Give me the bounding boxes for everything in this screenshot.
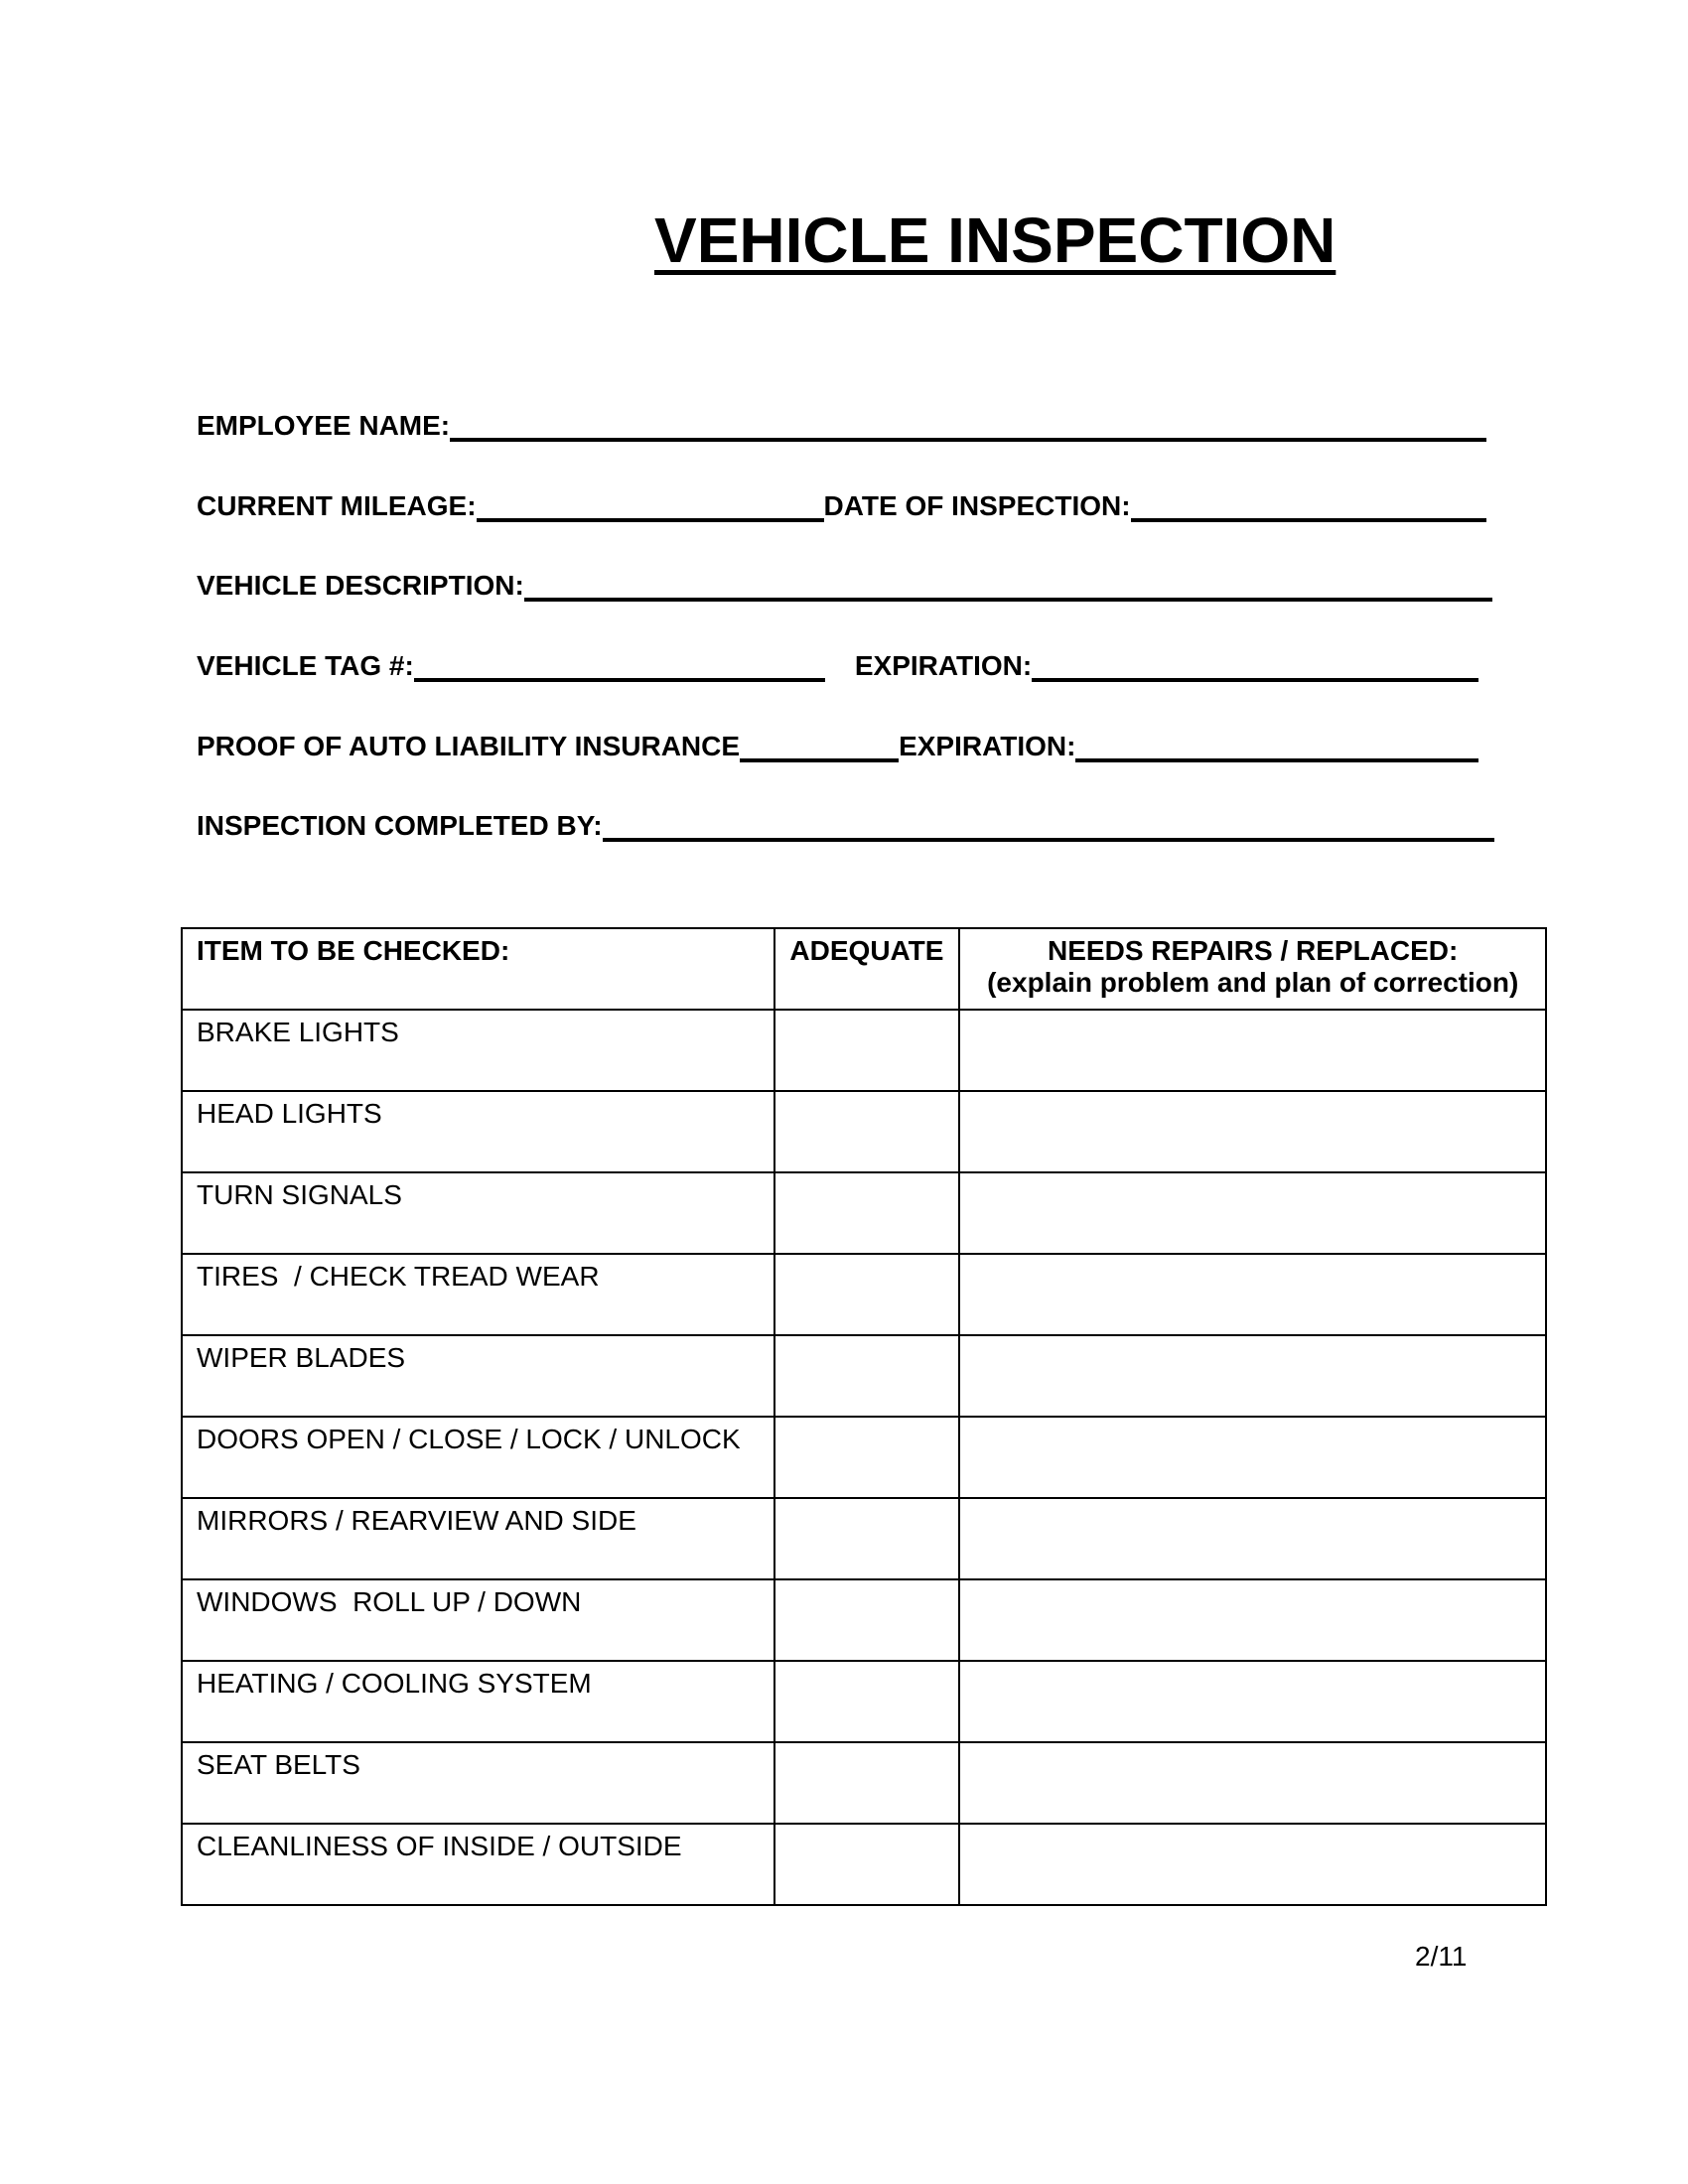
mileage-date-row [197, 482, 1486, 522]
adequate-cell[interactable] [774, 1417, 959, 1498]
tag-expiration-label: EXPIRATION: [854, 650, 1033, 681]
table-row [182, 1172, 1546, 1254]
header-needs-repairs [959, 928, 1546, 1010]
inspection-checklist-table [181, 927, 1547, 1906]
vehicle-description-label: VEHICLE DESCRIPTION: [197, 570, 524, 601]
insurance-expiration-label: EXPIRATION: [899, 731, 1076, 761]
adequate-cell[interactable] [774, 1335, 959, 1417]
item-cell: DOORS OPEN / CLOSE / LOCK / UNLOCK [182, 1417, 774, 1498]
table-row [182, 1498, 1546, 1579]
needs-repairs-cell[interactable] [959, 1091, 1546, 1172]
page-number: 2/11 [1415, 1941, 1468, 1972]
needs-repairs-cell[interactable] [959, 1172, 1546, 1254]
table-row [182, 1742, 1546, 1824]
adequate-cell[interactable] [774, 1091, 959, 1172]
vehicle-tag-label: VEHICLE TAG #: [197, 650, 414, 681]
item-cell: MIRRORS / REARVIEW AND SIDE [182, 1498, 774, 1579]
table-header-row [182, 928, 1546, 1010]
needs-repairs-cell[interactable] [959, 1335, 1546, 1417]
table-row [182, 1010, 1546, 1091]
needs-repairs-cell[interactable] [959, 1579, 1546, 1661]
table-row [182, 1091, 1546, 1172]
page-title: VEHICLE INSPECTION [654, 205, 1336, 276]
table-row [182, 1824, 1546, 1905]
adequate-cell[interactable] [774, 1254, 959, 1335]
table-row [182, 1254, 1546, 1335]
current-mileage-label: CURRENT MILEAGE: [197, 490, 477, 521]
needs-repairs-cell[interactable] [959, 1010, 1546, 1091]
item-cell: TURN SIGNALS [182, 1172, 774, 1254]
vehicle-description-row [197, 562, 1492, 602]
item-cell: HEATING / COOLING SYSTEM [182, 1661, 774, 1742]
adequate-cell[interactable] [774, 1010, 959, 1091]
completed-by-field[interactable] [603, 804, 1494, 842]
item-cell: WINDOWS ROLL UP / DOWN [182, 1579, 774, 1661]
proof-insurance-field[interactable] [740, 725, 899, 762]
insurance-expiration-field[interactable] [1075, 725, 1478, 762]
needs-repairs-cell[interactable] [959, 1498, 1546, 1579]
completed-by-label: INSPECTION COMPLETED BY: [197, 810, 603, 841]
header-needs-line2: (explain problem and plan of correction) [987, 967, 1519, 998]
employee-name-row [197, 402, 1486, 442]
table-row [182, 1417, 1546, 1498]
header-item: ITEM TO BE CHECKED: [182, 928, 774, 1010]
vehicle-description-field[interactable] [524, 564, 1492, 602]
header-needs-line1: NEEDS REPAIRS / REPLACED: [1048, 935, 1459, 966]
header-adequate: ADEQUATE [774, 928, 959, 1010]
table-row [182, 1335, 1546, 1417]
item-cell: WIPER BLADES [182, 1335, 774, 1417]
adequate-cell[interactable] [774, 1579, 959, 1661]
adequate-cell[interactable] [774, 1498, 959, 1579]
vehicle-tag-row [197, 642, 1478, 682]
table-row [182, 1579, 1546, 1661]
employee-name-label: EMPLOYEE NAME: [197, 410, 451, 441]
needs-repairs-cell[interactable] [959, 1661, 1546, 1742]
insurance-row [197, 723, 1478, 762]
vehicle-tag-field[interactable] [414, 644, 825, 682]
item-cell: TIRES / CHECK TREAD WEAR [182, 1254, 774, 1335]
table-row [182, 1661, 1546, 1742]
adequate-cell[interactable] [774, 1742, 959, 1824]
adequate-cell[interactable] [774, 1824, 959, 1905]
needs-repairs-cell[interactable] [959, 1417, 1546, 1498]
date-of-inspection-label: DATE OF INSPECTION: [823, 490, 1131, 521]
adequate-cell[interactable] [774, 1172, 959, 1254]
item-cell: HEAD LIGHTS [182, 1091, 774, 1172]
date-of-inspection-field[interactable] [1131, 484, 1486, 522]
needs-repairs-cell[interactable] [959, 1824, 1546, 1905]
needs-repairs-cell[interactable] [959, 1742, 1546, 1824]
completed-by-row [197, 802, 1494, 842]
employee-name-field[interactable] [450, 404, 1486, 442]
item-cell: CLEANLINESS OF INSIDE / OUTSIDE [182, 1824, 774, 1905]
adequate-cell[interactable] [774, 1661, 959, 1742]
item-cell: BRAKE LIGHTS [182, 1010, 774, 1091]
item-cell: SEAT BELTS [182, 1742, 774, 1824]
tag-expiration-field[interactable] [1032, 644, 1478, 682]
current-mileage-field[interactable] [477, 484, 824, 522]
proof-insurance-label: PROOF OF AUTO LIABILITY INSURANCE [197, 731, 741, 761]
needs-repairs-cell[interactable] [959, 1254, 1546, 1335]
